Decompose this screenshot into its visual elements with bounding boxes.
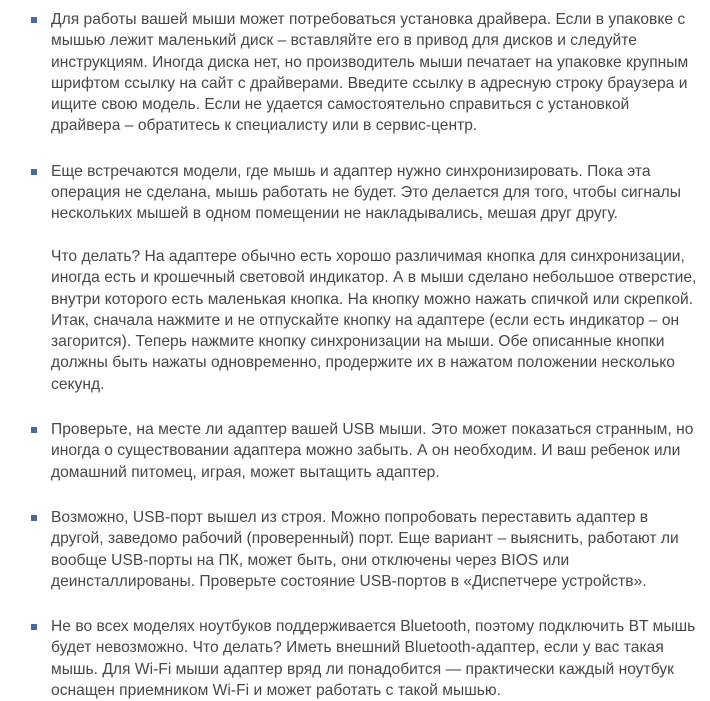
- paragraph: Проверьте, на месте ли адаптер вашей USB мыши. Это может показаться странным, но иногда о существовании адаптера можно забыть. А он необходим. И ваш ребенок или домашний питомец, играя, может вытащить адаптер.: [51, 421, 694, 481]
- square-bullet-icon: [31, 17, 37, 23]
- square-bullet-icon: [31, 427, 37, 433]
- paragraph: Для работы вашей мыши может потребоваться установка драйвера. Если в упаковке с мышью лежит маленький диск – вставляйте его в привод для дисков и следуйте инструкциям. Иногда диска нет, но производитель мыши печатает на упаковке крупным шрифтом ссылку на сайт с драйверами. Введите ссылку в адресную строку браузера и ищите свою модель. Если не удается самостоятельно справиться с установкой драйвера – обратитесь к специалисту или в сервис-центр.: [51, 11, 689, 135]
- list-item: [0, 419, 710, 483]
- list-item: [0, 616, 710, 701]
- square-bullet-icon: [31, 624, 37, 630]
- paragraph: Возможно, USB-порт вышел из строя. Можно попробовать переставить адаптер в другой, заведомо рабочий (проверенный) порт. Еще вариант – выяснить, работают ли вообще USB-порты на ПК, может быть, они отключены через BIOS или деинсталлированы. Проверьте состояние USB-портов в «Диспетчере устройств».: [51, 508, 679, 590]
- square-bullet-icon: [31, 169, 37, 175]
- paragraph: Что делать? На адаптере обычно есть хорошо различимая кнопка для синхронизации, иногда есть и крошечный световой индикатор. А в мыши сделано небольшое отверстие, внутри которого есть маленькая кнопка. На кнопку можно нажать спичкой или скрепкой. Итак, сначала нажмите и не отпускайте кнопку на адаптере (если есть индикатор – он загорится). Теперь нажмите кнопку синхронизации на мыши. Обе описанные кнопки должны быть нажаты одновременно, продержите их в нажатом положении несколько секунд.: [51, 247, 697, 393]
- list-item: [0, 507, 710, 592]
- paragraph: Не во всех моделях ноутбуков поддерживается Bluetooth, поэтому подключить BT мышь будет невозможно. Что делать? Иметь внешний Bluetooth-адаптер, если у вас такая мышь. Для Wi-Fi мыши адаптер вряд ли понадобится — практически каждый ноутбук оснащен приемником Wi-Fi и может работать с такой мышью.: [51, 618, 696, 700]
- square-bullet-icon: [31, 515, 37, 521]
- list-item: [0, 161, 710, 395]
- list-item: [0, 9, 710, 137]
- paragraph: Еще встречаются модели, где мышь и адаптер нужно синхронизировать. Пока эта операция не сделана, мышь работать не будет. Это делается для того, чтобы сигналы нескольких мышей в одном помещении не накладывались, мешая друг другу.: [51, 162, 681, 223]
